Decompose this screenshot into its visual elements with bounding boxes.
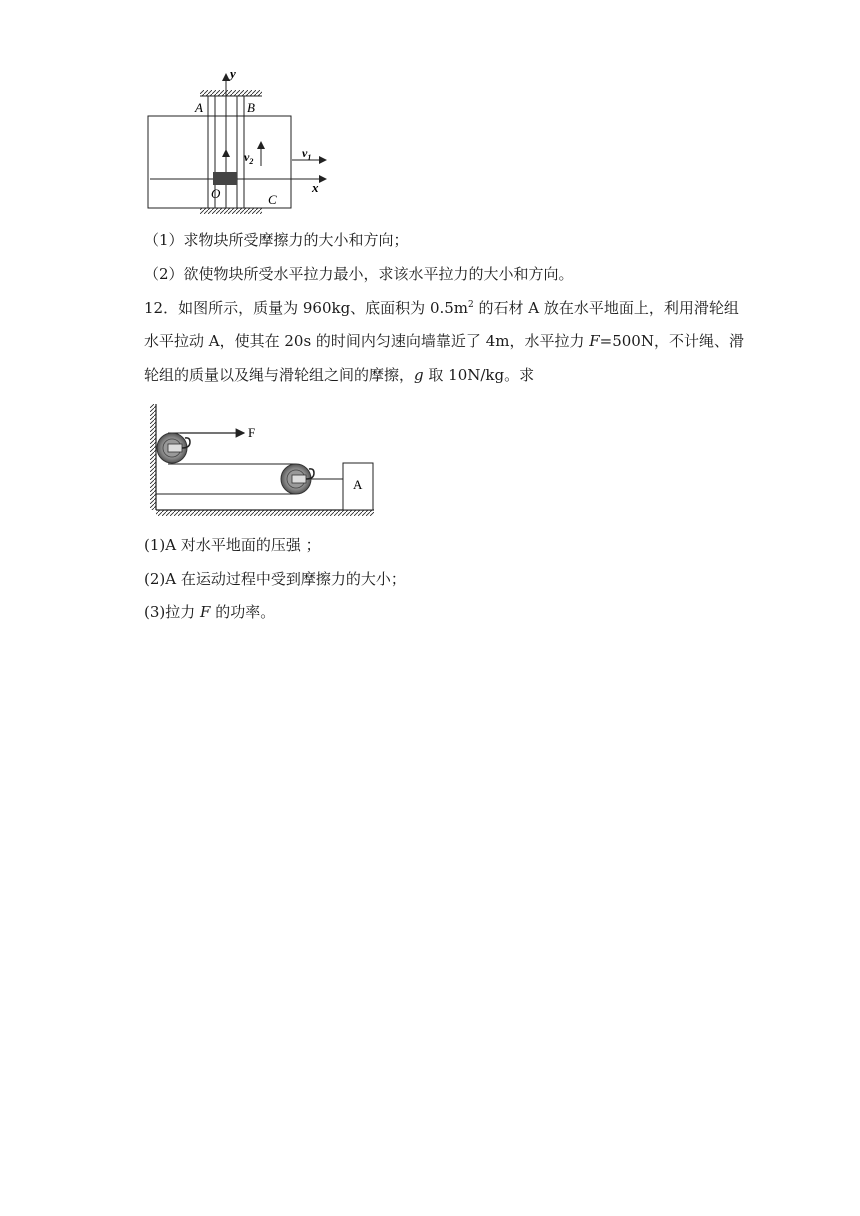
axis-y-label: y	[230, 66, 236, 81]
q12-sub3: (3)拉力 F 的功率。	[144, 603, 276, 621]
label-b: B	[247, 100, 255, 115]
q12-line3: 轮组的质量以及绳与滑轮组之间的摩擦，g 取 10N/kg。求	[144, 366, 535, 384]
q12-line2: 水平拉动 A，使其在 20s 的时间内匀速向墙靠近了 4m，水平拉力 F=500N，不计绳、滑	[144, 332, 744, 350]
q11-sub1: （1）求物块所受摩擦力的大小和方向；	[144, 231, 409, 249]
wall-hatch	[150, 404, 156, 510]
q12-sub2: (2)A 在运动过程中受到摩擦力的大小；	[144, 570, 406, 588]
v2-label: $v_2$	[244, 150, 254, 166]
label-o: O	[211, 186, 221, 201]
axis-x-label: x	[312, 180, 319, 195]
figure-velocity-diagram	[140, 62, 340, 222]
top-hatch	[200, 90, 262, 96]
force-label: F	[248, 425, 256, 440]
label-c: C	[268, 192, 277, 207]
label-a: A	[195, 100, 203, 115]
q12-line1: 12．如图所示，质量为 960kg、底面积为 $0.5m^2$ 的石材 A 放在水平地面上，利用滑轮组	[144, 299, 739, 317]
bottom-hatch	[200, 208, 262, 214]
figure-pulley-system	[146, 400, 386, 524]
q11-sub2: （2）欲使物块所受水平拉力最小，求该水平拉力的大小和方向。	[144, 265, 574, 283]
ground-hatch	[156, 510, 374, 516]
q12-sub1: (1)A 对水平地面的压强 ；	[144, 536, 321, 554]
block-a-label: A	[353, 477, 363, 492]
block	[213, 172, 237, 185]
v1-label: $v_1$	[302, 146, 312, 162]
